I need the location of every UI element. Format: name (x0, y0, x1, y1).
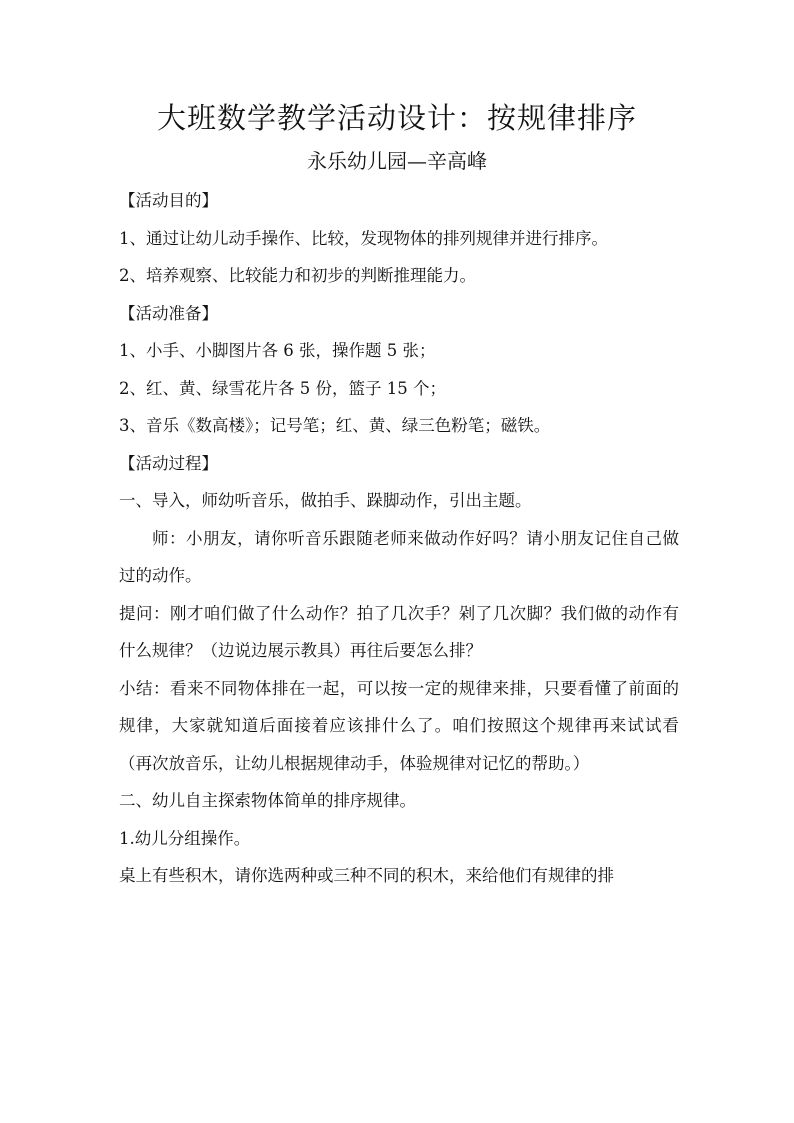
section-heading-preparation: 【活动准备】 (119, 303, 218, 323)
purpose-item-2: 2、培养观察、比较能力和初步的判断推理能力。 (119, 266, 476, 285)
summary-paragraph: 小结：看来不同物体排在一起，可以按一定的规律来排，只要看懂了前面的规律，大家就知道后面接着应该排什么了。咱们按照这个规律再来试试看（再次放音乐，让幼儿根据规律动手，体验规律对记忆的帮助。） (119, 678, 679, 773)
section-heading-process: 【活动过程】 (119, 453, 218, 473)
preparation-item-3: 3、音乐《数高楼》；记号笔；红、黄、绿三色粉笔；磁铁。 (119, 416, 551, 435)
document-title: 大班数学教学活动设计：按规律排序 (156, 101, 637, 135)
substep-1: 1.幼儿分组操作。 (119, 828, 251, 848)
document-body (119, 182, 679, 895)
preparation-item-2: 2、红、黄、绿雪花片各 5 份，篮子 15 个； (119, 378, 446, 398)
preparation-item-1: 1、小手、小脚图片各 6 张，操作题 5 张； (119, 341, 436, 360)
document-author: 永乐幼儿园—辛高峰 (307, 149, 487, 173)
section-heading-purpose: 【活动目的】 (119, 191, 218, 210)
process-step-2: 二、幼儿自主探索物体简单的排序规律。 (119, 791, 416, 810)
question-paragraph: 提问：刚才咱们做了什么动作？拍了几次手？剁了几次脚？我们做的动作有什么规律？（边说边展示教具）再往后要怎么排？ (119, 603, 679, 660)
process-step-1: 一、导入，师幼听音乐，做拍手、跺脚动作，引出主题。 (119, 491, 532, 510)
instruction-paragraph: 桌上有些积木，请你选两种或三种不同的积木，来给他们有规律的排 (119, 866, 614, 885)
purpose-item-1: 1、通过让幼儿动手操作、比较，发现物体的排列规律并进行排序。 (119, 228, 608, 248)
teacher-dialogue: 师：小朋友，请你听音乐跟随老师来做动作好吗？请小朋友记住自己做过的动作。 (119, 528, 679, 585)
